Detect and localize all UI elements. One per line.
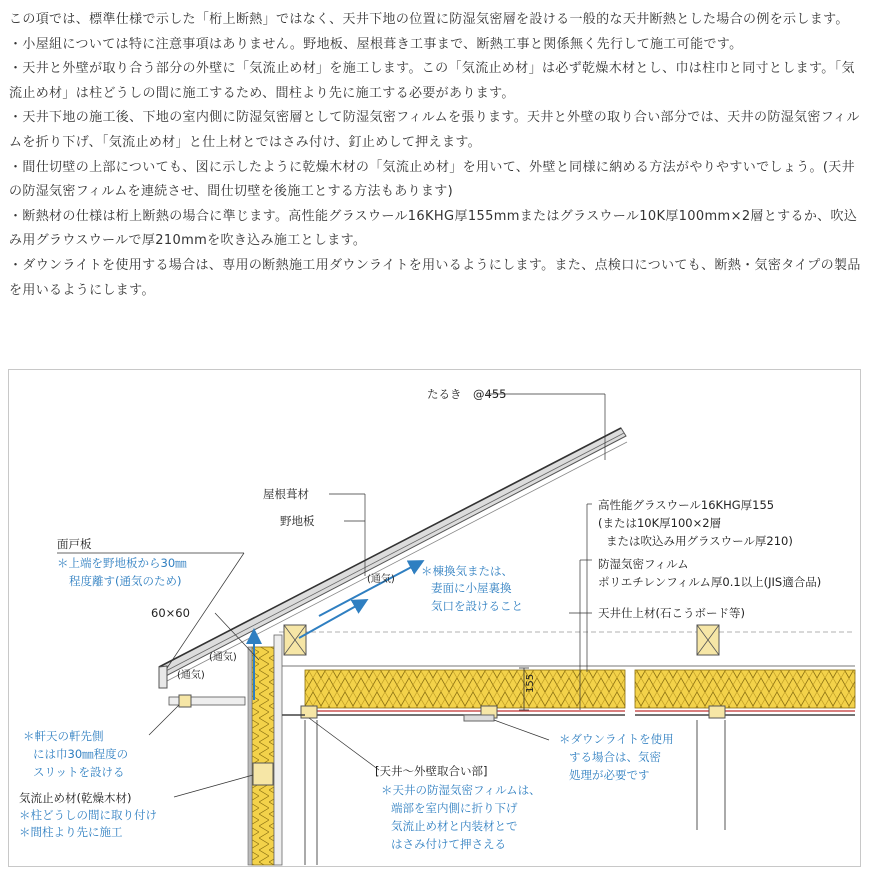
label-ceiling-finish: 天井仕上材(石こうボード等)	[598, 606, 745, 620]
label-soffit-note-2: には巾30㎜程度の	[33, 747, 129, 761]
label-junction-note-4: はさみ付けて押さえる	[391, 837, 506, 851]
ceiling-insulation	[279, 632, 855, 715]
label-downlight-3: 処理が必要です	[569, 768, 650, 782]
paragraph-roof-framing: ・小屋組については特に注意事項はありません。野地板、屋根葺き工事まで、断熱工事と関係無く先行して施工可能です。	[9, 36, 743, 52]
diagram-svg	[9, 370, 862, 868]
label-insulation-3: または吹込み用グラスウール厚210)	[606, 534, 793, 548]
paragraph-airflow-stopper: ・天井と外壁が取り合う部分の外壁に「気流止め材」を施工します。この「気流止め材」は必ず乾燥木材とし、巾は柱巾と同寸とします。「気流止め材」は柱どうしの間に施工するため、間柱より先に施工する必要があります。	[9, 61, 855, 101]
label-taruki: たるき @455	[427, 387, 507, 401]
label-fascia: 面戸板	[57, 537, 92, 551]
label-vent-note-3: 気口を設けること	[431, 599, 523, 613]
label-dim-155: 155	[525, 673, 536, 693]
label-insulation-1: 高性能グラスウール16KHG厚155	[598, 498, 775, 512]
label-film-2: ポリエチレンフィルム厚0.1以上(JIS適合品)	[598, 575, 822, 589]
label-junction-title: [天井～外壁取合い部]	[375, 764, 488, 778]
label-sheathing: 野地板	[280, 514, 315, 528]
downlight	[464, 715, 494, 721]
label-stopper-note-1: ＊柱どうしの間に取り付け	[19, 808, 157, 822]
article-text	[9, 8, 865, 303]
paragraph-downlight: ・ダウンライトを使用する場合は、専用の断熱施工用ダウンライトを用いるようにします。また、点検口についても、断熱・気密タイプの製品を用いるようにします。	[9, 257, 861, 298]
paragraph-insulation-spec: ・断熱材の仕様は桁上断熱の場合に準じます。高性能グラスウール16KHG厚155mmまたはグラスウール10K厚100mm×2層とするか、吹込み用グラウスウールで厚210mmを吹き込み施工とします。	[9, 208, 858, 249]
label-vent-note-2: 妻面に小屋裏換	[431, 581, 512, 595]
label-airflow-3: (通気)	[177, 670, 205, 681]
paragraph-intro: この項では、標準仕様で示した「桁上断熱」ではなく、天井下地の位置に防湿気密層を設ける一般的な天井断熱とした場合の例を示します。	[9, 12, 849, 27]
label-soffit-note-3: スリットを設ける	[33, 765, 125, 779]
label-fascia-note-2: 程度離す(通気のため)	[69, 574, 182, 588]
label-insulation-2: (または10K厚100×2層	[598, 516, 722, 530]
label-airflow-1: (通気)	[367, 574, 395, 585]
label-film-1: 防湿気密フィルム	[598, 557, 689, 571]
label-stopper: 気流止め材(乾燥木材)	[19, 791, 132, 805]
label-junction-note-3: 気流止め材と内装材とで	[391, 819, 518, 833]
label-vent-note-1: ＊棟換気または、	[421, 564, 513, 578]
ceiling-insulation-diagram	[8, 369, 861, 867]
paragraph-vapor-barrier: ・天井下地の施工後、下地の室内側に防湿気密層として防湿気密フィルムを張ります。天井と外壁の取り合い部分では、天井の防湿気密フィルムを折り下げ、「気流止め材」と仕上材とではさみ付け、釘止めして押えます。	[9, 110, 860, 150]
roof-section	[159, 428, 627, 688]
label-roof-material: 屋根葺材	[263, 487, 309, 501]
label-soffit-note-1: ＊軒天の軒先側	[23, 729, 104, 743]
label-downlight-2: する場合は、気密	[569, 750, 661, 764]
airflow-stopper	[253, 763, 273, 785]
label-stopper-note-2: ＊間柱より先に施工	[19, 825, 123, 839]
label-downlight-1: ＊ダウンライトを使用	[559, 732, 674, 746]
label-size: 60×60	[151, 606, 190, 620]
fascia-board	[159, 666, 167, 688]
label-airflow-2: (通気)	[209, 652, 237, 663]
label-junction-note-2: 端部を室内側に折り下げ	[391, 801, 518, 815]
paragraph-partition-wall: ・間仕切壁の上部についても、図に示したように乾燥木材の「気流止め材」を用いて、外壁と同様に納める方法がやりやすいでしょう。(天井の防湿気密フィルムを連続させ、間仕切壁を後施工とする方法もあります)	[9, 159, 855, 200]
label-fascia-note-1: ＊上端を野地板から30㎜	[57, 556, 187, 570]
label-junction-note-1: ＊天井の防湿気密フィルムは、	[381, 783, 541, 797]
